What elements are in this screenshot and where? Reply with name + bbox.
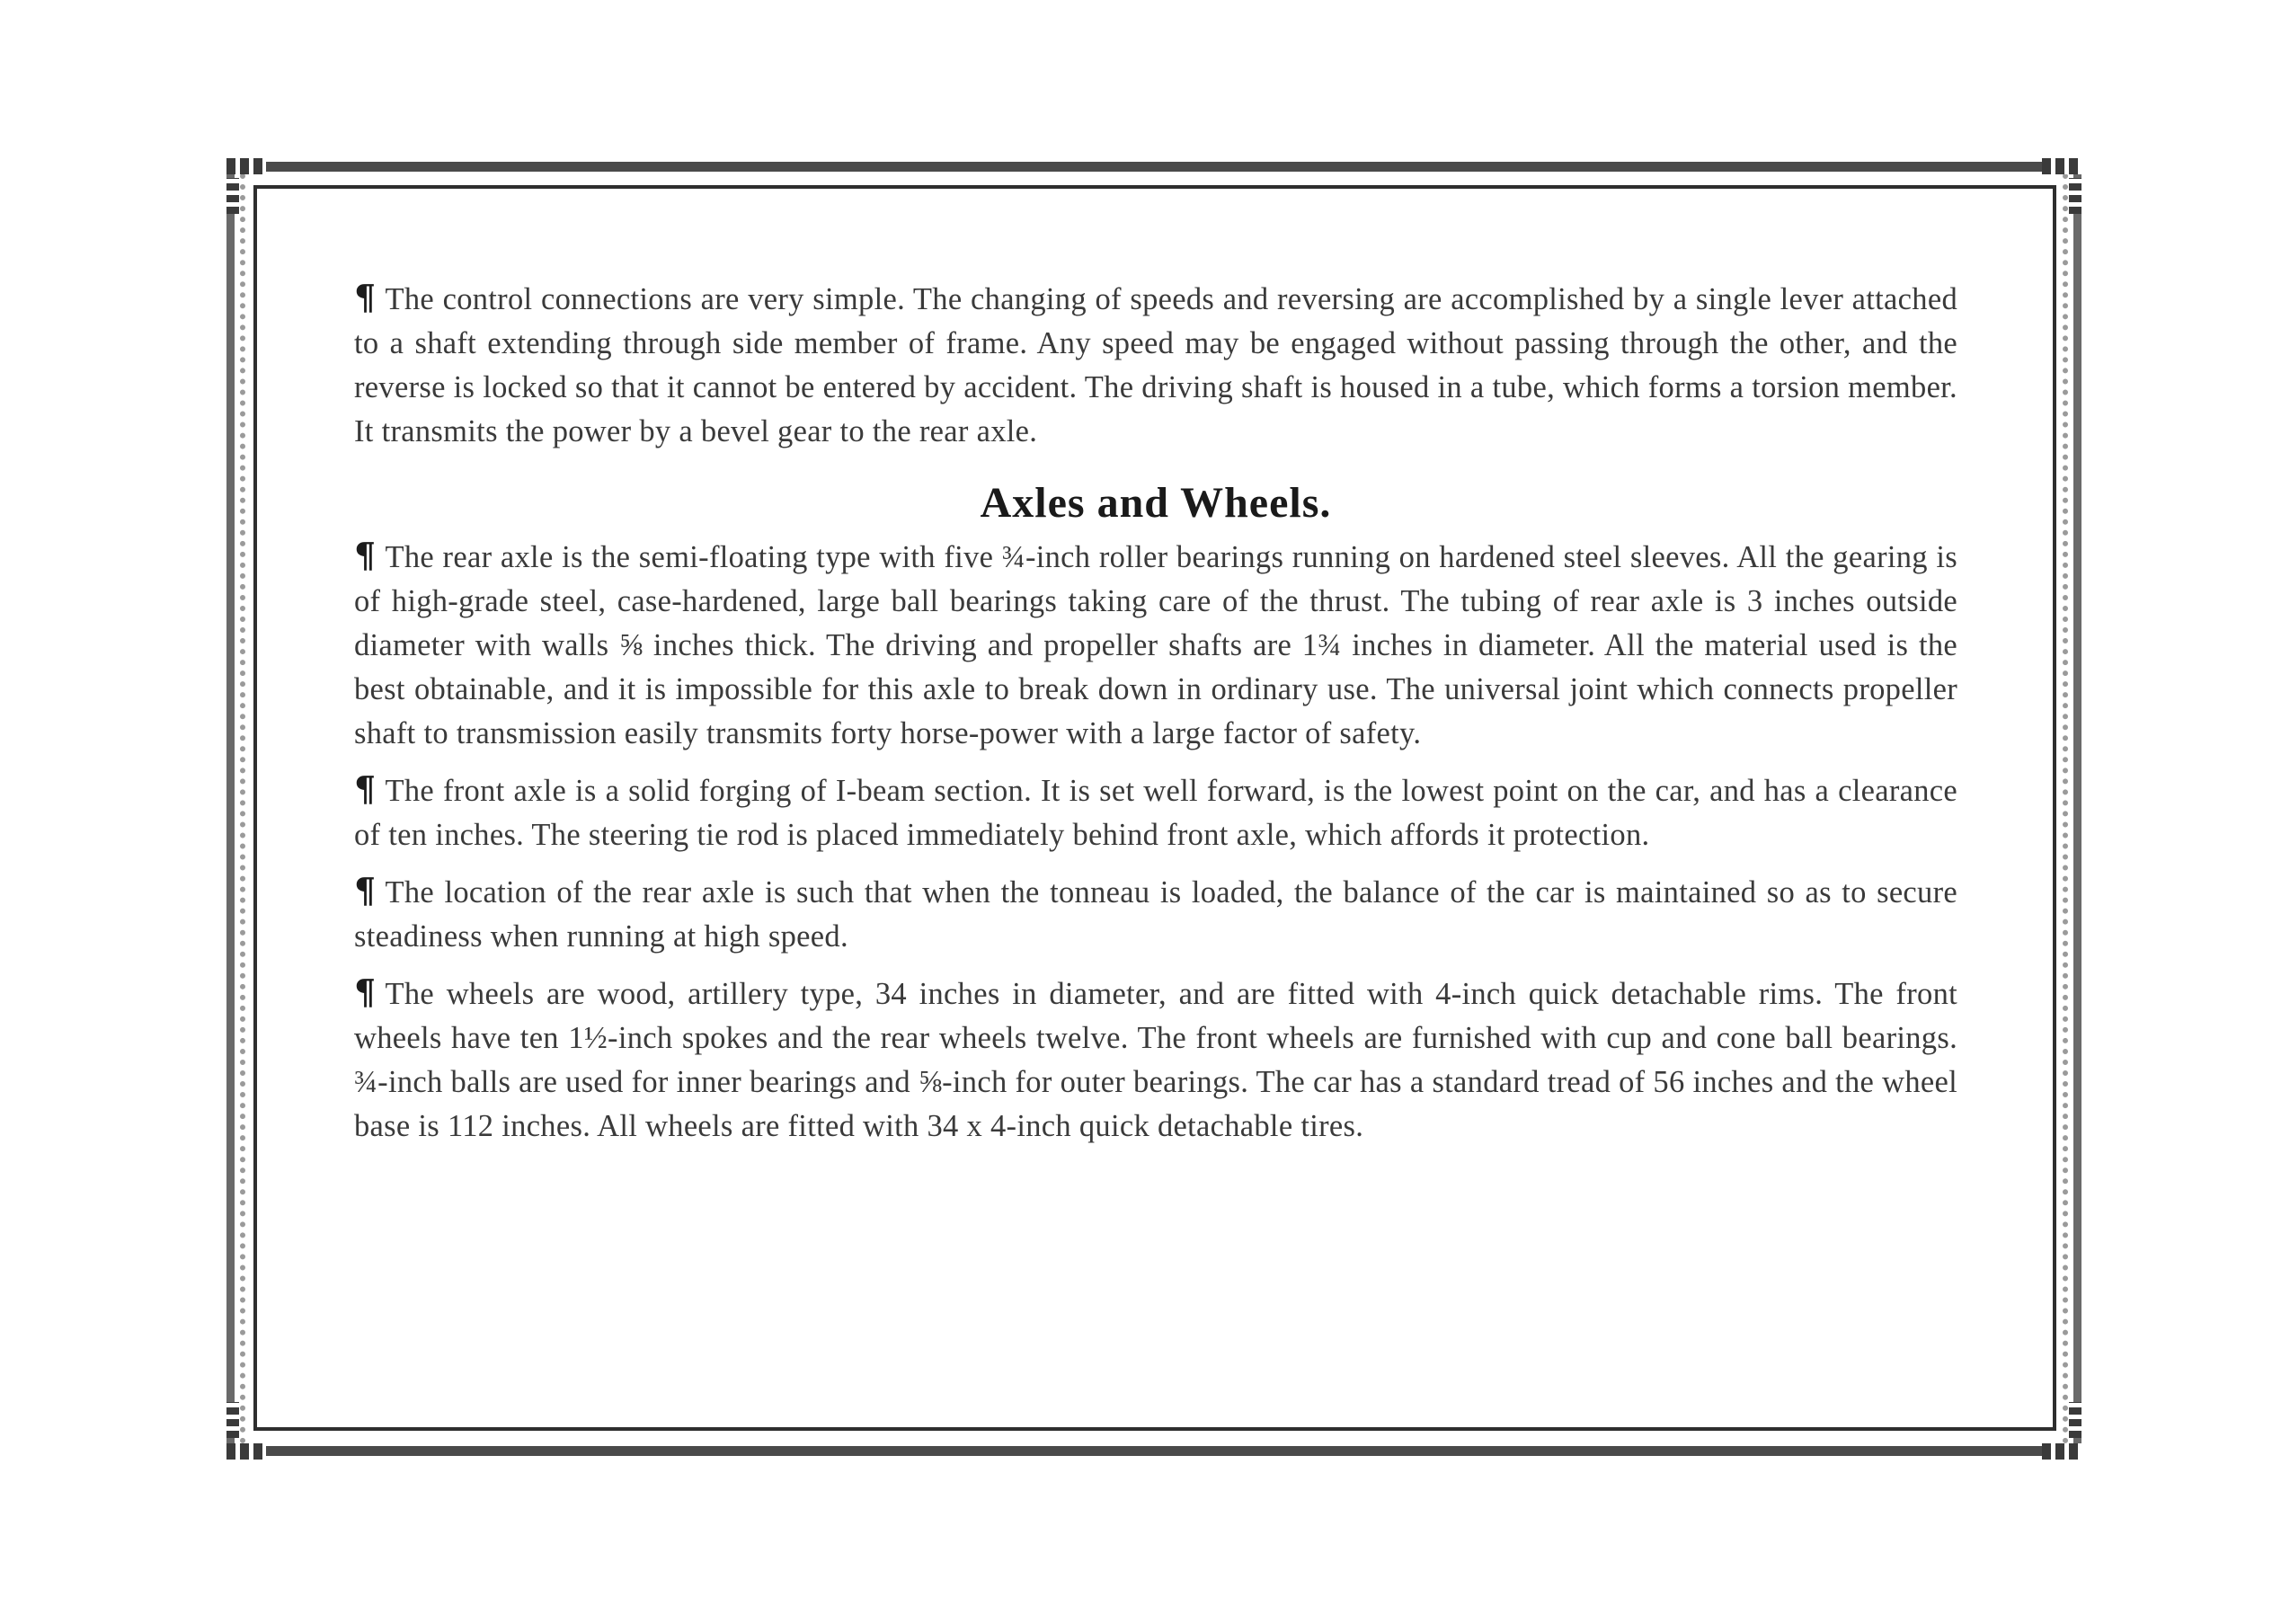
border-corner-ornament [2042, 1443, 2081, 1460]
paragraph-mark-icon: ¶ [354, 277, 377, 317]
border-corner-ornament [2042, 158, 2081, 174]
paragraph-text: The location of the rear axle is such that when the tonneau is loaded, the balance of the car is maintained so as to secure steadiness when running at high speed. [354, 875, 1957, 954]
intro-paragraph [354, 275, 1957, 454]
page-text-block [354, 275, 1957, 1149]
body-paragraph [354, 533, 1957, 756]
body-paragraph [354, 868, 1957, 959]
section-heading: Axles and Wheels. [980, 479, 1332, 527]
body-paragraph [354, 767, 1957, 857]
border-corner-ornament [226, 1443, 266, 1460]
paragraph-text: The front axle is a solid forging of I-beam section. It is set well forward, is the lowest point on the car, and has a clearance of ten inches. The steering tie rod is placed immediately behind front axle, which affords it protection. [354, 774, 1957, 852]
paragraph-mark-icon: ¶ [354, 972, 377, 1012]
paragraph-mark-icon: ¶ [354, 535, 377, 575]
paragraph-text: The rear axle is the semi-floating type with five ¾-inch roller bearings running on hardened steel sleeves. All the gearing is of high-grade steel, case-hardened, large ball bearings taking care of the thrust. The tubing of rear axle is 3 inches outside diameter with walls ⅝ inches thick. The driving and propeller shafts are 1¾ inches in diameter. All the material used is the best obtainable, and it is impossible for this axle to break down in ordinary use. The universal joint which connects propeller shaft to transmission easily transmits forty horse-power with a large factor of safety. [354, 540, 1957, 750]
border-side-ornament [2069, 1402, 2081, 1438]
border-corner-ornament [226, 158, 266, 174]
body-paragraph [354, 970, 1957, 1149]
paragraph-mark-icon: ¶ [354, 870, 377, 910]
paragraph-text: The control connections are very simple. The changing of speeds and reversing are accomplished by a single lever attached to a shaft extending through side member of frame. Any speed may be engaged without passing through the other, and the reverse is locked so that it cannot be entered by accident. The driving shaft is housed in a tube, which forms a torsion member. It transmits the power by a bevel gear to the rear axle. [354, 282, 1957, 448]
border-side-ornament [2069, 178, 2081, 214]
paragraph-text: The wheels are wood, artillery type, 34 inches in diameter, and are fitted with 4-inch quick detachable rims. The front wheels have ten 1½-inch spokes and the rear wheels twelve. The front wheels are furnished with cup and cone ball bearings. ¾-inch balls are used for inner bearings and ⅝-inch for outer bearings. The car has a standard tread of 56 inches and the wheel base is 112 inches. All wheels are fitted with 34 x 4-inch quick detachable tires. [354, 977, 1957, 1143]
paragraph-mark-icon: ¶ [354, 768, 377, 809]
border-side-ornament [226, 178, 239, 214]
border-side-ornament [226, 1402, 239, 1438]
